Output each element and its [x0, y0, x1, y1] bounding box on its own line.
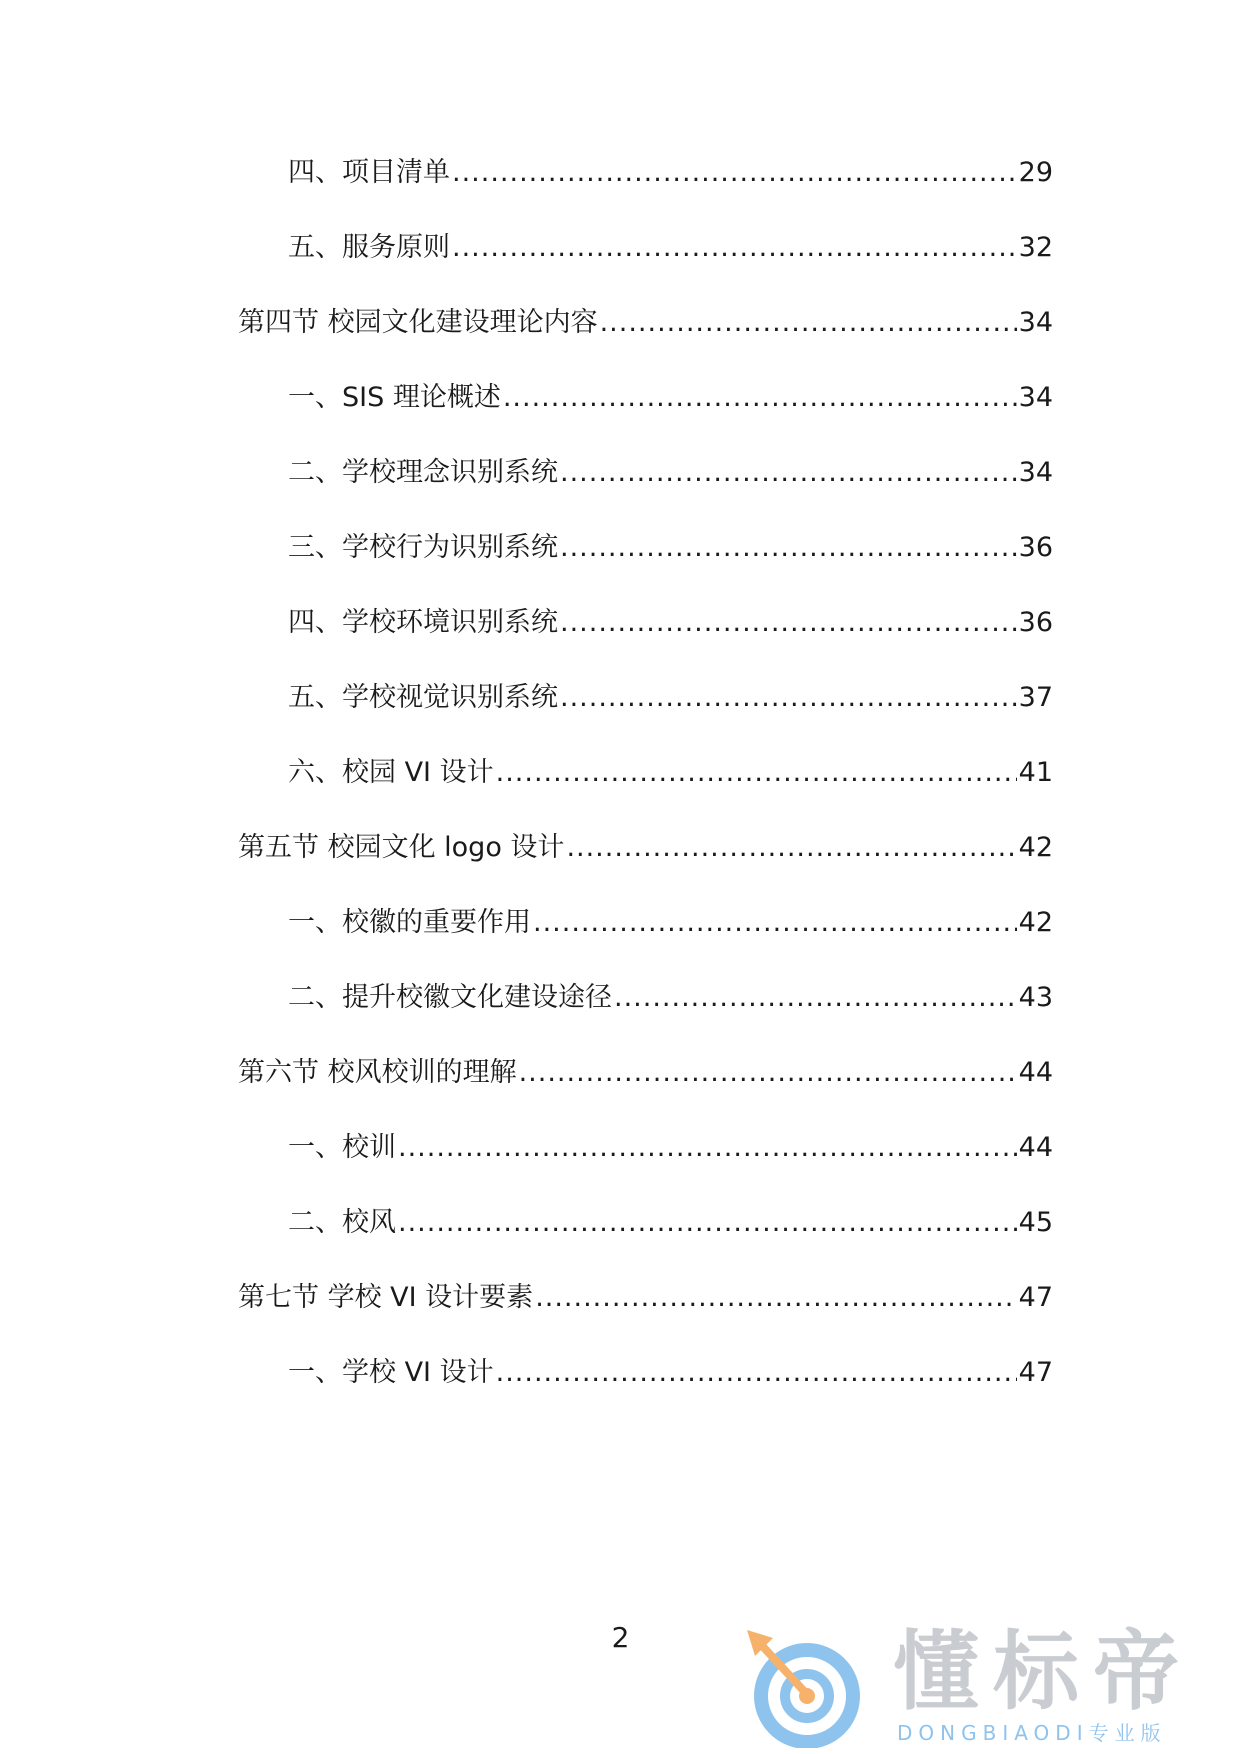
toc-entry[interactable] [288, 680, 1053, 716]
toc-entry-label: 四、项目清单 [288, 157, 450, 188]
toc-entry-page: 43 [1018, 982, 1053, 1013]
toc-entry-page: 34 [1018, 457, 1053, 488]
toc-entry[interactable] [288, 1205, 1053, 1241]
toc-entry-label: 五、学校视觉识别系统 [288, 682, 558, 713]
toc-entry-page: 32 [1018, 232, 1053, 263]
toc-entry-label: 二、校风 [288, 1207, 396, 1238]
toc-leader-dots [566, 830, 1016, 866]
toc-entry[interactable] [238, 305, 1053, 341]
toc-leader-dots [398, 1205, 1017, 1241]
toc-entry-page: 37 [1018, 682, 1053, 713]
page-number: 2 [611, 1621, 630, 1654]
toc-leader-dots [560, 605, 1017, 641]
watermark [745, 1622, 1225, 1748]
toc-entry-label: 第五节 校园文化 logo 设计 [238, 832, 565, 863]
toc-entry-page: 44 [1018, 1132, 1053, 1163]
toc-entry[interactable] [288, 1130, 1053, 1166]
toc-entry-label: 一、校徽的重要作用 [288, 907, 531, 938]
toc-entry-label: 五、服务原则 [288, 232, 450, 263]
toc-leader-dots [600, 305, 1017, 341]
toc-entry[interactable] [288, 980, 1053, 1016]
watermark-brand-name: 懂标帝 [893, 1622, 1193, 1722]
toc-entry[interactable] [288, 380, 1053, 416]
toc-leader-dots [398, 1130, 1017, 1166]
toc-entry-page: 36 [1018, 532, 1053, 563]
toc-entry[interactable] [288, 605, 1053, 641]
toc-entry[interactable] [288, 455, 1053, 491]
toc-entry-page: 45 [1018, 1207, 1053, 1238]
toc-entry-label: 四、学校环境识别系统 [288, 607, 558, 638]
toc-entry[interactable] [288, 155, 1053, 191]
toc-leader-dots [560, 530, 1017, 566]
toc-entry-label: 一、SIS 理论概述 [288, 382, 501, 413]
toc-entry[interactable] [238, 1280, 1053, 1316]
toc-leader-dots [560, 680, 1017, 716]
toc-entry-page: 34 [1018, 382, 1053, 413]
toc-leader-dots [519, 1055, 1017, 1091]
toc-entry-label: 第七节 学校 VI 设计要素 [238, 1282, 534, 1313]
toc-entry-label: 第四节 校园文化建设理论内容 [238, 307, 598, 338]
toc-entry-label: 三、学校行为识别系统 [288, 532, 558, 563]
toc-entry-label: 一、学校 VI 设计 [288, 1357, 494, 1388]
watermark-subtitle: DONGBIAODI专业版 [897, 1721, 1167, 1745]
toc-entry[interactable] [288, 230, 1053, 266]
toc-entry[interactable] [288, 530, 1053, 566]
target-arrow-icon [745, 1628, 870, 1748]
toc-entry-label: 一、校训 [288, 1132, 396, 1163]
toc-entry-page: 29 [1018, 157, 1053, 188]
toc-leader-dots [452, 230, 1017, 266]
toc-entry-page: 36 [1018, 607, 1053, 638]
toc-entry[interactable] [238, 1055, 1053, 1091]
toc-entry-page: 34 [1018, 307, 1053, 338]
toc-leader-dots [614, 980, 1017, 1016]
toc-entry[interactable] [288, 1355, 1053, 1391]
toc-entry-label: 二、学校理念识别系统 [288, 457, 558, 488]
toc-entry-page: 47 [1018, 1282, 1053, 1313]
toc-entry-page: 42 [1018, 832, 1053, 863]
toc-leader-dots [496, 755, 1017, 791]
toc-entry-page: 42 [1018, 907, 1053, 938]
toc-entry-page: 41 [1018, 757, 1053, 788]
toc-leader-dots [533, 905, 1017, 941]
toc-entry-label: 第六节 校风校训的理解 [238, 1057, 517, 1088]
toc-leader-dots [452, 155, 1017, 191]
toc-entry[interactable] [238, 830, 1053, 866]
toc-entry-page: 44 [1018, 1057, 1053, 1088]
toc-entry-label: 二、提升校徽文化建设途径 [288, 982, 612, 1013]
toc-leader-dots [496, 1355, 1017, 1391]
toc-entry[interactable] [288, 755, 1053, 791]
toc-entry-label: 六、校园 VI 设计 [288, 757, 494, 788]
toc-leader-dots [560, 455, 1017, 491]
toc-leader-dots [503, 380, 1017, 416]
toc-leader-dots [535, 1280, 1016, 1316]
toc-entry[interactable] [288, 905, 1053, 941]
toc-entry-page: 47 [1018, 1357, 1053, 1388]
